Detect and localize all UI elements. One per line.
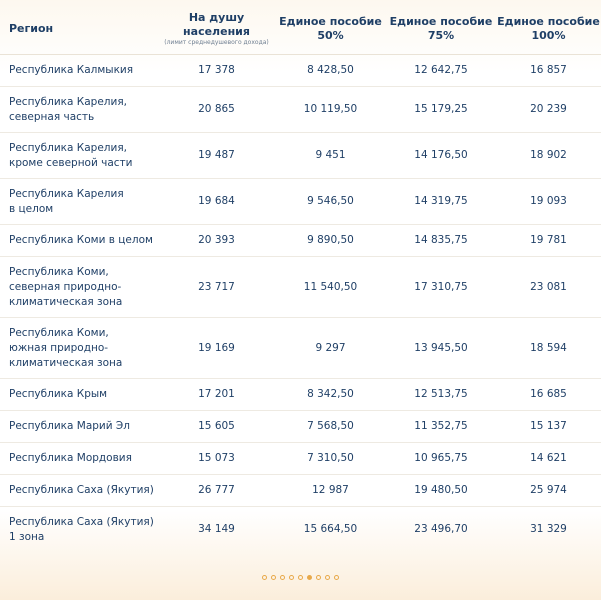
per-capita-cell: 23 717 [158,257,275,318]
benefit-100-cell: 18 594 [496,318,601,379]
benefit-75-cell: 14 319,75 [386,179,496,225]
benefit-50-cell: 8 342,50 [275,379,386,411]
header-benefit-100-line1: Единое пособие [497,15,600,28]
per-capita-cell: 15 605 [158,411,275,443]
benefit-50-cell: 9 297 [275,318,386,379]
benefit-75-cell: 17 310,75 [386,257,496,318]
benefit-50-cell: 7 568,50 [275,411,386,443]
benefit-50-cell: 15 664,50 [303,523,358,535]
header-benefit-75-line2: 75% [427,29,455,42]
table-row [0,475,601,507]
header-benefit-75 [386,4,496,55]
table-row [0,133,601,179]
region-line: Республика Марий Эл [9,420,130,432]
per-capita-cell: 19 487 [158,133,275,179]
region-line: климатическая зона [9,295,123,308]
region-cell [0,87,158,133]
region-line: Республика Мордовия [9,452,132,464]
benefit-75-cell: 23 496,70 [414,523,468,535]
region-line: климатическая зона [9,356,123,369]
region-cell [0,225,158,257]
benefit-100-cell: 14 621 [496,443,601,475]
benefit-75-cell: 12 513,75 [386,379,496,411]
benefit-100-cell: 23 081 [496,257,601,318]
header-benefit-50-line2: 50% [317,29,344,42]
per-capita-cell: 34 149 [198,523,235,535]
pagination-dot[interactable] [334,575,339,580]
header-benefit-100 [496,4,601,55]
table-row [0,257,601,318]
region-cell [0,507,158,553]
table-row [0,179,601,225]
benefit-100-cell: 16 685 [496,379,601,411]
region-line: Республика Коми в целом [9,234,153,246]
region-line: в целом [9,202,54,215]
region-line: южная природно- [9,341,109,354]
per-capita-cell: 17 378 [158,55,275,87]
region-line: Республика Коми, [9,265,109,278]
benefit-100-cell: 25 974 [496,475,601,507]
table-row [0,55,601,87]
table-row [0,87,601,133]
benefit-75-cell: 14 835,75 [386,225,496,257]
benefit-75-cell: 14 176,50 [386,133,496,179]
region-line: Республика Коми, [9,326,109,339]
benefit-100-cell: 31 329 [530,523,567,535]
table-header-row [0,4,601,55]
table-body [0,55,601,553]
table-row [0,225,601,257]
benefit-50-cell: 7 310,50 [275,443,386,475]
header-benefit-100-line2: 100% [531,29,566,42]
region-line: северная природно- [9,280,122,293]
header-region: Регион [0,4,158,55]
pagination-dot[interactable] [325,575,330,580]
table-row [0,318,601,379]
pagination-dot[interactable] [280,575,285,580]
benefit-100-cell: 20 239 [496,87,601,133]
pagination-dot[interactable] [271,575,276,580]
per-capita-cell: 20 865 [158,87,275,133]
benefit-50-cell: 8 428,50 [275,55,386,87]
per-capita-cell: 19 169 [158,318,275,379]
pagination-dot[interactable] [298,575,303,580]
region-cell [0,179,158,225]
benefit-100-cell: 19 781 [496,225,601,257]
benefit-100-cell: 18 902 [496,133,601,179]
benefit-50-cell: 10 119,50 [275,87,386,133]
region-line: северная часть [9,110,95,123]
pagination-dot[interactable] [316,575,321,580]
region-line: Республика Карелия, [9,141,127,154]
region-line: Республика Карелия [9,187,124,200]
region-cell [0,475,158,507]
benefit-100-cell: 19 093 [496,179,601,225]
benefit-100-cell: 15 137 [496,411,601,443]
region-cell [0,257,158,318]
table-row [0,507,601,553]
per-capita-cell: 19 684 [158,179,275,225]
benefits-table [0,4,601,552]
pagination-dot[interactable] [307,575,312,580]
benefit-75-cell: 19 480,50 [386,475,496,507]
benefit-100-cell: 16 857 [496,55,601,87]
benefit-75-cell: 10 965,75 [386,443,496,475]
pagination-dot[interactable] [262,575,267,580]
region-line: Республика Калмыкия [9,64,134,76]
benefit-50-cell: 12 987 [275,475,386,507]
per-capita-cell: 26 777 [158,475,275,507]
region-cell [0,379,158,411]
per-capita-cell: 17 201 [158,379,275,411]
benefit-50-cell: 9 451 [275,133,386,179]
table-row [0,411,601,443]
region-cell [0,318,158,379]
header-per-capita-note: (лимит среднедушевого дохода) [164,39,269,46]
benefit-75-cell: 11 352,75 [386,411,496,443]
benefit-50-cell: 9 890,50 [275,225,386,257]
header-benefit-50-line1: Единое пособие [279,15,382,28]
benefit-75-cell: 15 179,25 [386,87,496,133]
benefit-75-cell: 13 945,50 [386,318,496,379]
per-capita-cell: 20 393 [158,225,275,257]
pagination-dots [0,575,601,580]
region-line: кроме северной части [9,156,133,169]
header-benefit-50 [275,4,386,55]
region-cell [0,55,158,87]
table-row [0,443,601,475]
region-line: Республика Карелия, [9,95,127,108]
header-benefit-75-line1: Единое пособие [389,15,493,28]
region-line: Республика Саха (Якутия) [9,515,154,528]
per-capita-cell: 15 073 [158,443,275,475]
header-per-capita [158,4,275,55]
pagination-dot[interactable] [289,575,294,580]
region-cell [0,133,158,179]
region-line: 1 зона [9,530,45,543]
header-per-capita-label: На душу населения [183,11,250,38]
region-cell [0,443,158,475]
benefit-50-cell: 9 546,50 [275,179,386,225]
region-line: Республика Крым [9,388,108,400]
benefit-75-cell: 12 642,75 [386,55,496,87]
benefit-50-cell: 11 540,50 [275,257,386,318]
region-cell [0,411,158,443]
table-row [0,379,601,411]
region-line: Республика Саха (Якутия) [9,484,154,496]
